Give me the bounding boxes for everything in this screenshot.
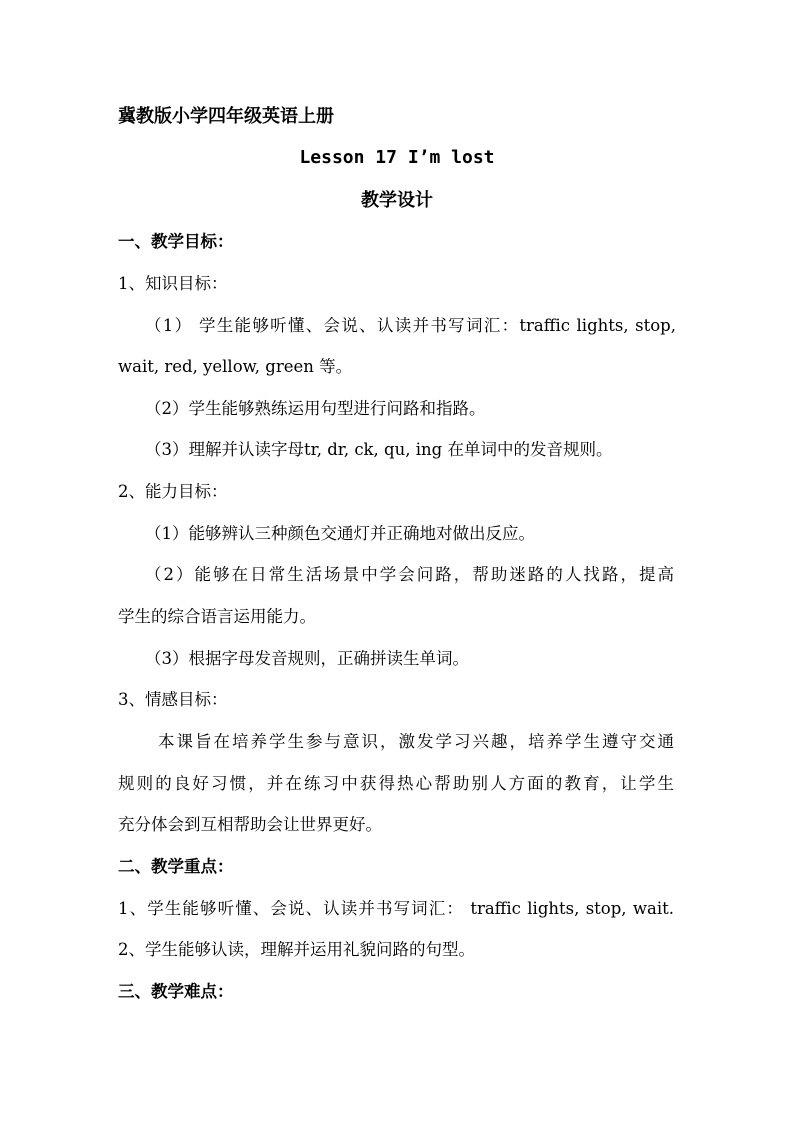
knowledge-item-3: （3）理解并认读字母tr, dr, ck, qu, ing 在单词中的发音规则。 xyxy=(145,440,613,459)
ability-item-2-line-2: 学生的综合语言运用能力。 xyxy=(118,607,316,626)
subsection-heading-emotion: 3、情感目标： xyxy=(118,690,228,709)
subsection-heading-ability: 2、能力目标： xyxy=(118,482,228,501)
key-point-item-2: 2、学生能够认读，理解并运用礼貌问路的句型。 xyxy=(118,940,475,959)
section-heading-difficulties: 三、教学难点： xyxy=(118,982,234,1001)
subsection-heading-knowledge: 1、知识目标： xyxy=(118,274,228,293)
knowledge-item-1-line-1: （1） 学生能够听懂、会说、认读并书写词汇：traffic lights, stop, xyxy=(145,316,676,335)
key-point-item-1: 1、学生能够听懂、会说、认读并书写词汇： traffic lights, stop, wait. xyxy=(118,899,674,918)
knowledge-item-1-line-2: wait, red, yellow, green 等。 xyxy=(118,357,353,376)
section-heading-key-points: 二、教学重点： xyxy=(118,857,234,876)
section-heading-objectives: 一、教学目标： xyxy=(118,232,234,251)
emotion-paragraph-line-1: 本课旨在培养学生参与意识，激发学习兴趣，培养学生遵守交通 xyxy=(158,732,674,751)
ability-item-1: （1）能够辨认三种颜色交通灯并正确地对做出反应。 xyxy=(145,524,535,543)
ability-item-2-line-1: （2）能够在日常生活场景中学会问路，帮助迷路的人找路，提高 xyxy=(145,565,674,584)
ability-item-3: （3）根据字母发音规则，正确拼读生单词。 xyxy=(145,649,469,668)
knowledge-item-2: （2）学生能够熟练运用句型进行问路和指路。 xyxy=(145,399,486,418)
emotion-paragraph-line-2: 规则的良好习惯，并在练习中获得热心帮助别人方面的教育，让学生 xyxy=(118,774,674,793)
emotion-paragraph-line-3: 充分体会到互相帮助会让世界更好。 xyxy=(118,815,382,834)
document-title: 冀教版小学四年级英语上册 xyxy=(118,106,334,127)
lesson-title: Lesson 17 I’m lost xyxy=(299,147,495,168)
document-subtitle: 教学设计 xyxy=(361,190,433,211)
